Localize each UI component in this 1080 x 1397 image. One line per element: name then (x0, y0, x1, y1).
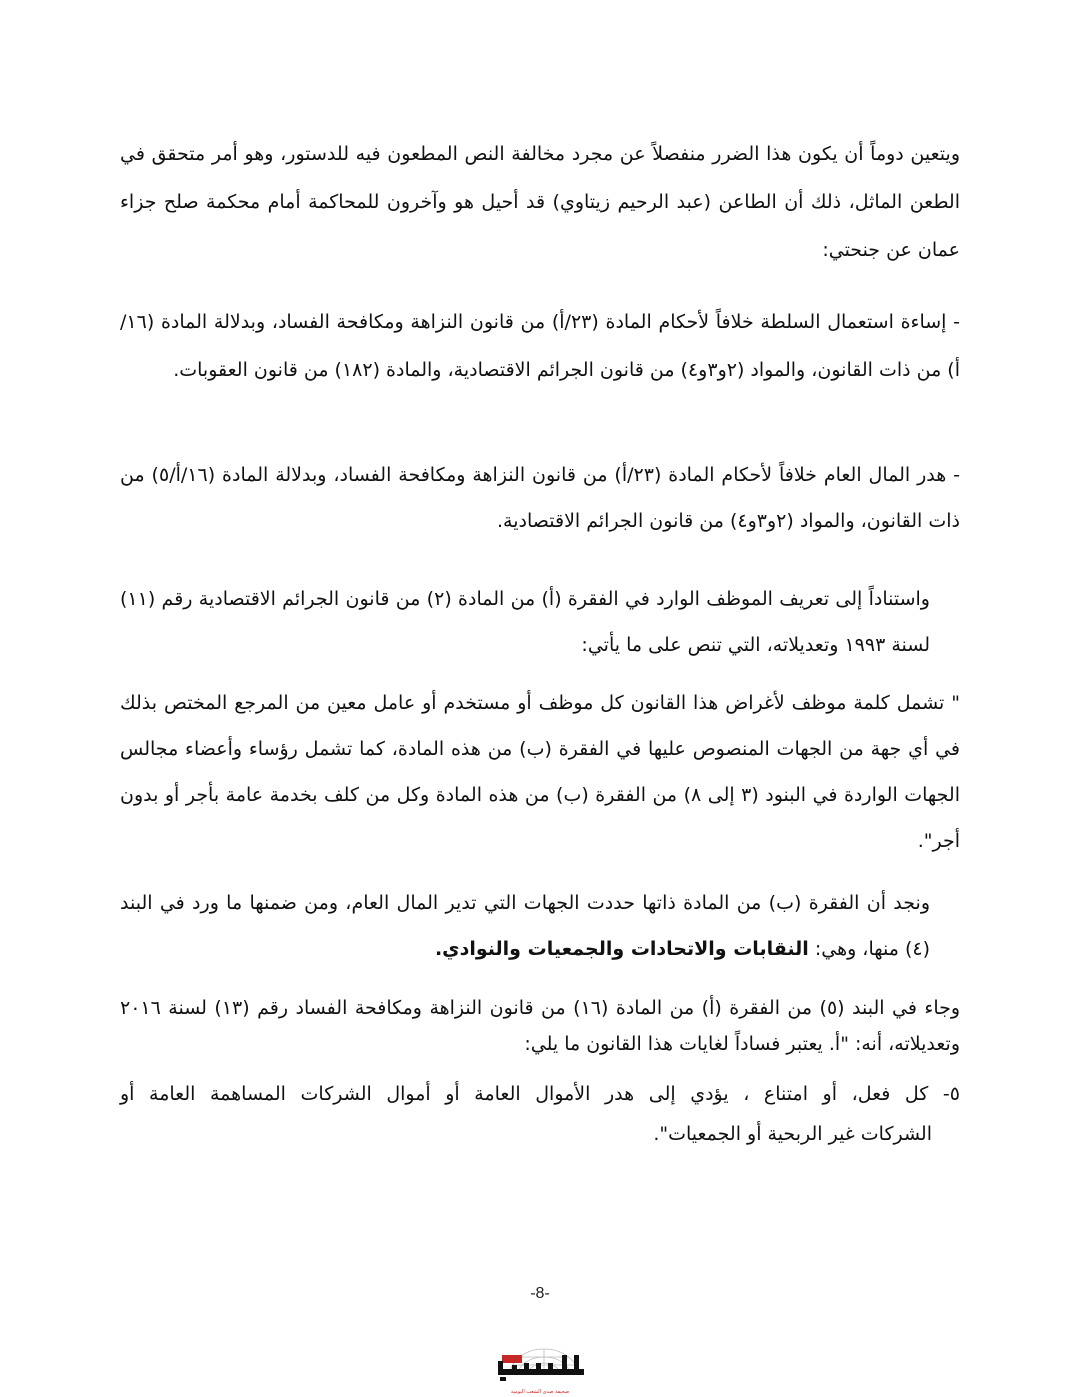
paragraph-text: - هدر المال العام خلافاً لأحكام المادة (٢٣/أ) من قانون النزاهة ومكافحة الفساد، وبدلالة المادة (١٦/أ/٥) من ذات القانون، والمواد (٢و٣و٤) من قانون الجرائم الاقتصادية. (120, 464, 961, 532)
paragraph-anti-corruption-law (120, 990, 960, 1062)
paragraph-text-bold: النقابات والاتحادات والجمعيات والنوادي. (434, 938, 809, 960)
paragraph-text (120, 880, 930, 972)
logo-accent-block (502, 1355, 522, 1363)
paragraph-quoted-definition (120, 680, 960, 864)
newspaper-logo (488, 1345, 592, 1395)
paragraph-text: - إساءة استعمال السلطة خلافاً لأحكام المادة (٢٣/أ) من قانون النزاهة ومكافحة الفساد، وبدلالة المادة (١٦/أ) من ذات القانون، والمواد (٢و٣و٤) من قانون الجرائم الاقتصادية، والمادة (١٨٢) من قانون العقوبات. (120, 311, 960, 381)
paragraph-text: واستناداً إلى تعريف الموظف الوارد في الفقرة (أ) من المادة (٢) من قانون الجرائم الاقتصادية رقم (١١) لسنة ١٩٩٣ وتعديلاته، التي تنص على ما يأتي: (120, 588, 930, 656)
item-line-1: ٥- كل فعل، أو امتناع ، يؤدي إلى هدر الأموال العامة أو أموال الشركات المساهمة العامة أو (120, 1083, 960, 1105)
paragraph-text: ويتعين دوماً أن يكون هذا الضرر منفصلاً عن مجرد مخالفة النص المطعون فيه للدستور، وهو أمر متحقق في الطعن الماثل، ذلك أن الطاعن (عبد الرحيم زيتاوي) قد أحيل هو وآخرون للمحاكمة أمام محكمة صلح جزاء عمان عن جنحتي: (120, 143, 960, 261)
page-number: -8- (530, 1285, 550, 1302)
paragraph-entities (120, 880, 960, 972)
paragraph-text: " تشمل كلمة موظف لأغراض هذا القانون كل موظف أو مستخدم أو عامل معين من المرجع المختص بذلك في أي جهة من الجهات المنصوص عليها في الفقرة (ب) من هذه المادة، كما تشمل رؤساء وأعضاء مجالس الجهات الواردة في البنود (٣ إلى ٨) من الفقرة (ب) من هذه المادة وكل من كلف بخدمة عامة بأجر أو بدون أجر". (120, 692, 960, 852)
paragraph-charge-public-funds (120, 452, 960, 544)
globe-icon (488, 1345, 592, 1389)
logo-subtitle: صحيفة صدى الشعب اليومية (510, 1389, 570, 1395)
paragraph-text-plain: ونجد أن الفقرة (ب) من المادة ذاتها حددت الجهات التي تدير المال العام، ومن ضمنها ما ورد في البند (٤) منها، وهي: (120, 892, 930, 960)
paragraph-intro (120, 130, 960, 274)
paragraph-employee-definition-reference (120, 576, 960, 668)
item-line-2: الشركات غير الربحية أو الجمعيات". (653, 1123, 932, 1145)
paragraph-item-5 (120, 1074, 960, 1154)
paragraph-charge-abuse-of-power (120, 298, 960, 394)
paragraph-text: وجاء في البند (٥) من الفقرة (أ) من المادة (١٦) من قانون النزاهة ومكافحة الفساد رقم (١٣) لسنة ٢٠١٦ وتعديلاته، أنه: "أ. يعتبر فساداً لغايات هذا القانون ما يلي: (120, 997, 961, 1055)
